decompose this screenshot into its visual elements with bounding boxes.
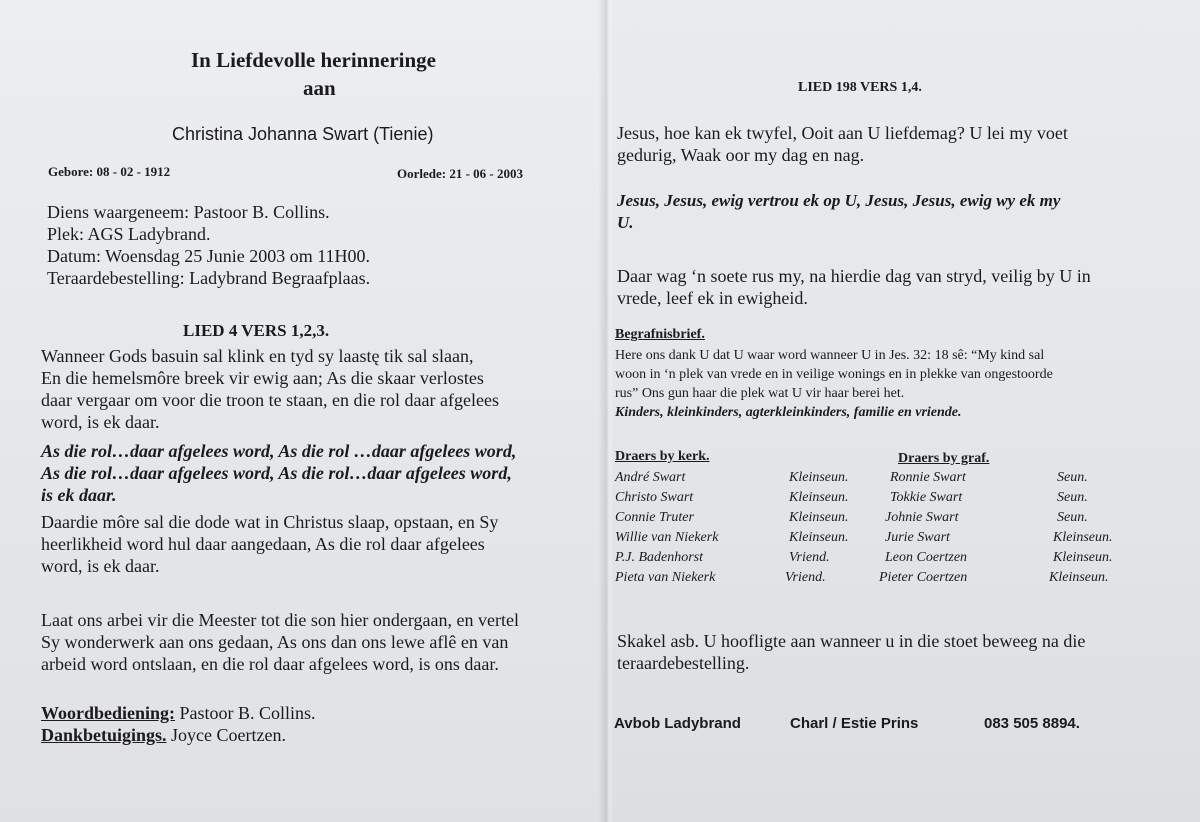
page-fold bbox=[598, 0, 614, 822]
thanks-line bbox=[41, 724, 286, 746]
church-bearer-relation: Kleinseun. bbox=[789, 510, 849, 525]
church-bearer-name: Connie Truter bbox=[615, 510, 694, 525]
verse-line: vrede, leef ek in ewigheid. bbox=[617, 288, 808, 308]
hymn4-verse1 bbox=[41, 345, 499, 433]
verse-line: Daardie môre sal die dode wat in Christus slaap, opstaan, en Sy bbox=[41, 512, 499, 532]
chorus-line: As die rol…daar afgelees word, As die rol…daar afgelees word, bbox=[41, 463, 512, 483]
bearer-row bbox=[615, 568, 1175, 588]
footer-contacts: Charl / Estie Prins bbox=[790, 715, 919, 732]
chorus-line: U. bbox=[617, 213, 634, 232]
letter-line: woon in ‘n plek van vrede en in veilige wonings en in plekke van ongestoorde bbox=[615, 367, 1053, 382]
hymn4-verse3 bbox=[41, 609, 519, 675]
bearer-row bbox=[615, 468, 1175, 488]
church-bearer-relation: Kleinseun. bbox=[789, 530, 849, 545]
ministry-line bbox=[41, 702, 316, 724]
church-bearer-name: Willie van Niekerk bbox=[615, 530, 719, 545]
church-bearer-relation: Kleinseun. bbox=[789, 490, 849, 505]
grave-bearer-name: Pieter Coertzen bbox=[879, 570, 968, 585]
grave-bearer-name: Tokkie Swart bbox=[890, 490, 963, 505]
title-line2: aan bbox=[303, 76, 336, 100]
church-bearer-relation: Vriend. bbox=[785, 570, 826, 585]
thanks-value: Joyce Coertzen. bbox=[166, 725, 286, 745]
grave-bearer-name: Johnie Swart bbox=[885, 510, 959, 525]
hymn198-heading: LIED 198 VERS 1,4. bbox=[798, 80, 922, 95]
notice-line: Skakel asb. U hoofligte aan wanneer u in die stoet beweeg na die bbox=[617, 631, 1086, 651]
service-detail-line: Diens waargeneem: Pastoor B. Collins. bbox=[47, 202, 330, 222]
church-bearer-name: Pieta van Niekerk bbox=[615, 570, 716, 585]
grave-bearer-relation: Seun. bbox=[1057, 470, 1088, 485]
hymn198-verse4 bbox=[617, 265, 1091, 309]
hymn4-chorus bbox=[41, 440, 516, 506]
verse-line: daar vergaar om voor die troon te staan, en die rol daar afgelees bbox=[41, 390, 499, 410]
funeral-letter-heading: Begrafnisbrief. bbox=[615, 327, 705, 342]
chorus-line: Jesus, Jesus, ewig vertrou ek op U, Jesus, Jesus, ewig wy ek my bbox=[617, 191, 1061, 210]
bearer-row bbox=[615, 488, 1175, 508]
grave-bearer-relation: Kleinseun. bbox=[1053, 530, 1113, 545]
hymn198-verse1 bbox=[617, 122, 1068, 166]
grave-bearer-name: Jurie Swart bbox=[885, 530, 950, 545]
letter-line: Here ons dank U dat U waar word wanneer U in Jes. 32: 18 sê: “My kind sal bbox=[615, 348, 1045, 363]
service-detail-line: Teraardebestelling: Ladybrand Begraafplaas. bbox=[47, 268, 371, 288]
verse-line: Daar wag ‘n soete rus my, na hierdie dag van stryd, veilig by U in bbox=[617, 266, 1091, 286]
service-details bbox=[47, 201, 370, 289]
grave-bearers-heading: Draers by graf. bbox=[898, 451, 990, 466]
verse-line: Jesus, hoe kan ek twyfel, Ooit aan U liefdemag? U lei my voet bbox=[617, 123, 1068, 143]
verse-line: Wanneer Gods basuin sal klink en tyd sy laastę tik sal slaan, bbox=[41, 346, 474, 366]
ministry-value: Pastoor B. Collins. bbox=[175, 703, 316, 723]
grave-bearer-relation: Kleinseun. bbox=[1049, 570, 1109, 585]
chorus-line: is ek daar. bbox=[41, 485, 117, 505]
bearer-row bbox=[615, 528, 1175, 548]
verse-line: heerlikheid word hul daar aangedaan, As die rol daar afgelees bbox=[41, 534, 485, 554]
deceased-name: Christina Johanna Swart (Tienie) bbox=[172, 124, 434, 144]
hymn4-verse2 bbox=[41, 511, 498, 577]
footer-company: Avbob Ladybrand bbox=[614, 715, 741, 732]
church-bearer-name: Christo Swart bbox=[615, 490, 694, 505]
grave-bearer-name: Leon Coertzen bbox=[885, 550, 968, 565]
verse-line: word, is ek daar. bbox=[41, 412, 160, 432]
letter-family: Kinders, kleinkinders, agterkleinkinders, familie en vriende. bbox=[615, 405, 962, 420]
hymn4-heading: LIED 4 VERS 1,2,3. bbox=[183, 321, 330, 340]
church-bearer-name: André Swart bbox=[615, 470, 686, 485]
church-bearer-relation: Kleinseun. bbox=[789, 470, 849, 485]
thanks-label: Dankbetuigings. bbox=[41, 725, 167, 745]
church-bearer-relation: Vriend. bbox=[789, 550, 830, 565]
verse-line: Laat ons arbei vir die Meester tot die son hier ondergaan, en vertel bbox=[41, 610, 519, 630]
footer-phone: 083 505 8894. bbox=[984, 715, 1080, 732]
verse-line: word, is ek daar. bbox=[41, 556, 160, 576]
grave-bearer-name: Ronnie Swart bbox=[890, 470, 966, 485]
notice-line: teraardebestelling. bbox=[617, 653, 750, 673]
church-bearer-name: P.J. Badenhorst bbox=[615, 550, 704, 565]
chorus-line: As die rol…daar afgelees word, As die rol …daar afgelees word, bbox=[41, 441, 517, 461]
grave-bearer-relation: Seun. bbox=[1057, 490, 1088, 505]
service-detail-line: Datum: Woensdag 25 Junie 2003 om 11H00. bbox=[47, 246, 371, 266]
verse-line: gedurig, Waak oor my dag en nag. bbox=[617, 145, 865, 165]
church-bearers-heading: Draers by kerk. bbox=[615, 449, 710, 464]
verse-line: En die hemelsmôre breek vir ewig aan; As die skaar verlostes bbox=[41, 368, 484, 388]
funeral-letter bbox=[615, 346, 1053, 422]
grave-bearer-relation: Kleinseun. bbox=[1053, 550, 1113, 565]
hymn198-chorus bbox=[617, 190, 1060, 234]
service-detail-line: Plek: AGS Ladybrand. bbox=[47, 224, 211, 244]
grave-bearer-relation: Seun. bbox=[1057, 510, 1088, 525]
bearer-row bbox=[615, 508, 1175, 528]
birth-date: Gebore: 08 - 02 - 1912 bbox=[48, 164, 171, 179]
bearer-row bbox=[615, 548, 1175, 568]
title-line1: In Liefdevolle herinneringe bbox=[191, 48, 436, 72]
headlights-notice bbox=[617, 630, 1085, 674]
verse-line: Sy wonderwerk aan ons gedaan, As ons dan ons lewe aflê en van bbox=[41, 632, 509, 652]
ministry-label: Woordbediening: bbox=[41, 703, 176, 723]
bearers-list bbox=[615, 468, 1175, 588]
letter-line: rus” Ons gun haar die plek wat U vir haar berei het. bbox=[615, 386, 905, 401]
verse-line: arbeid word ontslaan, en die rol daar afgelees word, is ons daar. bbox=[41, 654, 499, 674]
death-date: Oorlede: 21 - 06 - 2003 bbox=[397, 166, 524, 181]
